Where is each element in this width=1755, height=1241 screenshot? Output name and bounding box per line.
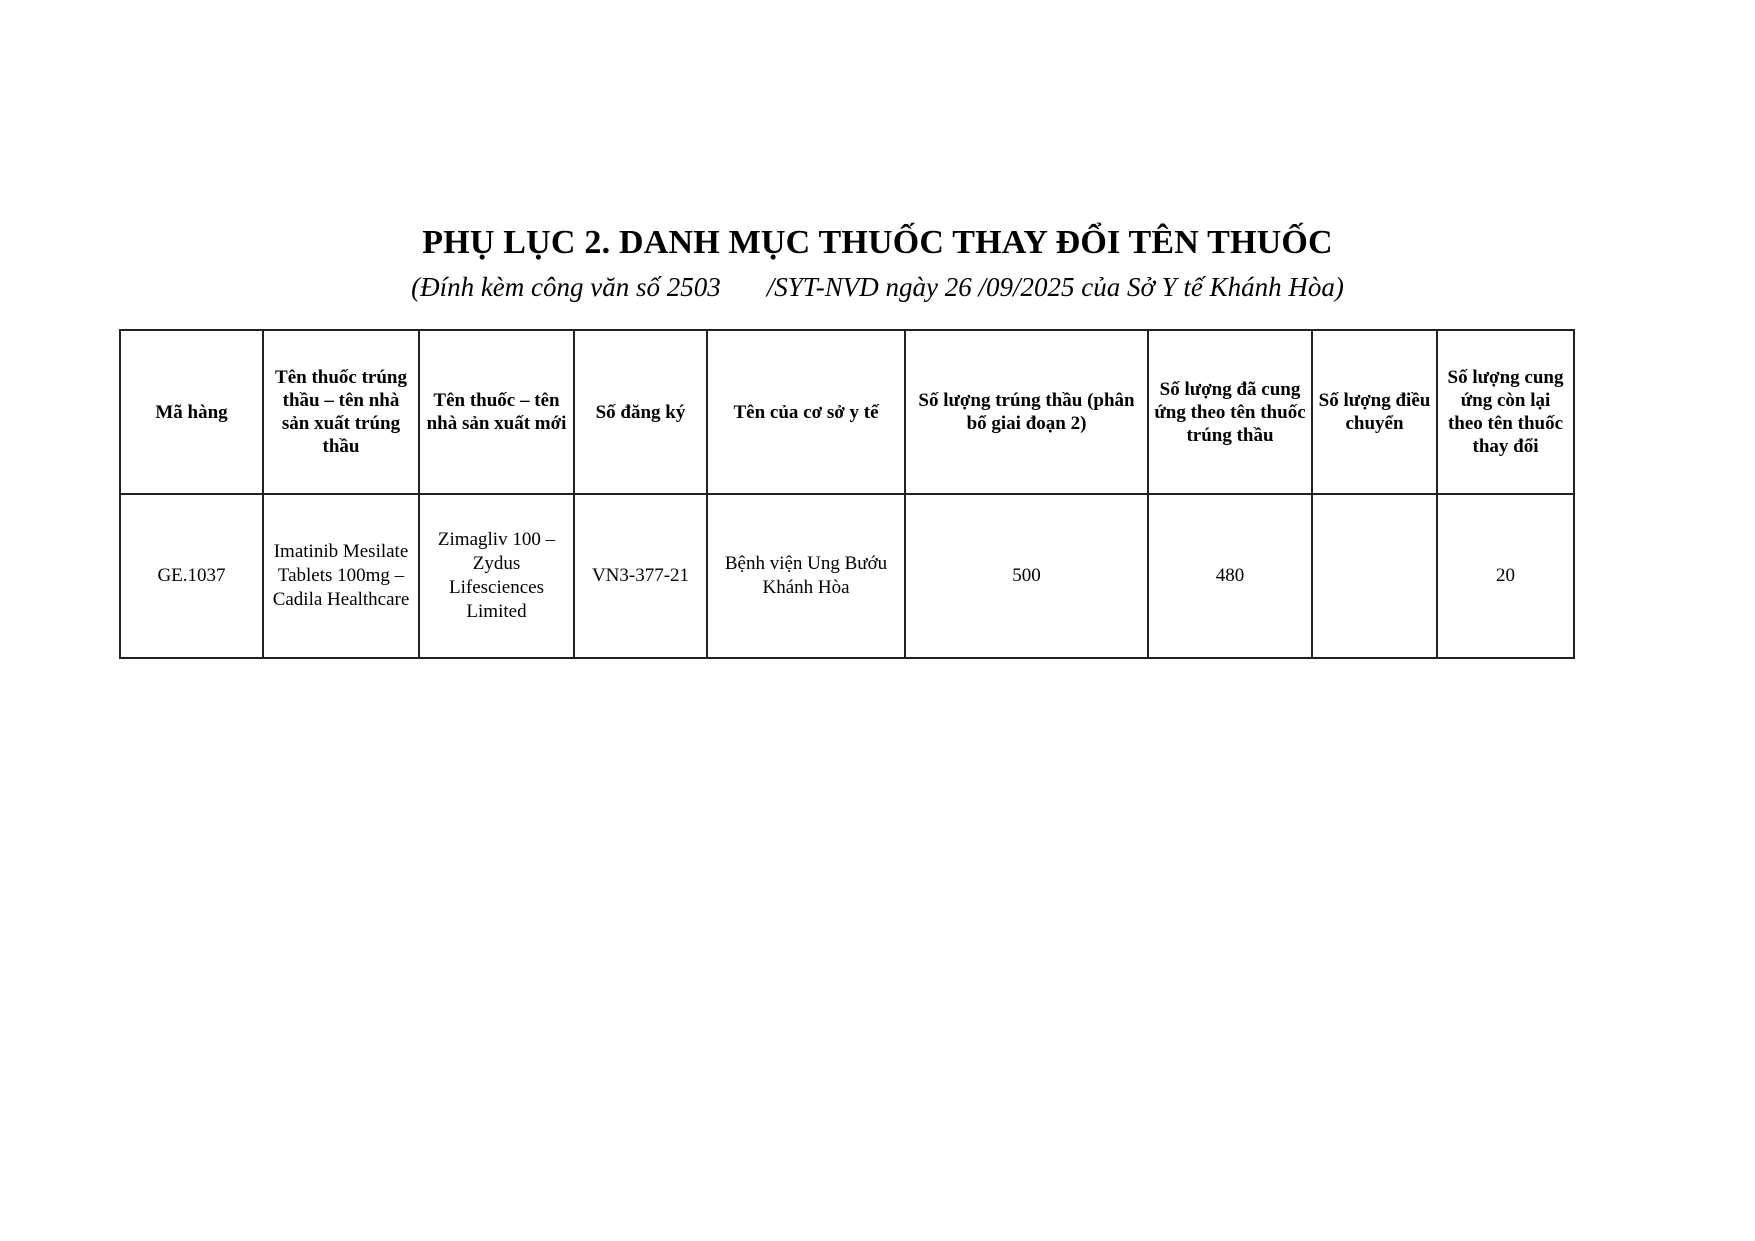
page-title: PHỤ LỤC 2. DANH MỤC THUỐC THAY ĐỔI TÊN THUỐC <box>422 224 1333 261</box>
cell-ten-thuoc-trung-thau: Imatinib Mesilate Tablets 100mg – Cadila Healthcare <box>263 494 419 658</box>
cell-ten-thuoc-moi: Zimagliv 100 – Zydus Lifesciences Limited <box>419 494 574 658</box>
cell-so-luong-con-lai: 20 <box>1437 494 1574 658</box>
header-ten-thuoc-moi: Tên thuốc – tên nhà sản xuất mới <box>419 330 574 494</box>
header-ma-hang: Mã hàng <box>120 330 263 494</box>
header-so-luong-dieu-chuyen: Số lượng điều chuyển <box>1312 330 1437 494</box>
cell-co-so-y-te: Bệnh viện Ung Bướu Khánh Hòa <box>707 494 905 658</box>
header-so-luong-trung-thau: Số lượng trúng thầu (phân bổ giai đoạn 2) <box>905 330 1148 494</box>
subtitle-part-2: /SYT-NVD ngày 26 /09/2025 của Sở Y tế Khánh Hòa) <box>766 272 1344 302</box>
header-so-dang-ky: Số đăng ký <box>574 330 707 494</box>
header-co-so-y-te: Tên của cơ sở y tế <box>707 330 905 494</box>
cell-so-luong-dieu-chuyen <box>1312 494 1437 658</box>
header-so-luong-con-lai: Số lượng cung ứng còn lại theo tên thuốc thay đổi <box>1437 330 1574 494</box>
table-header-row <box>120 330 1574 494</box>
cell-ma-hang: GE.1037 <box>120 494 263 658</box>
page-subtitle <box>0 272 1755 303</box>
header-ten-thuoc-trung-thau: Tên thuốc trúng thầu – tên nhà sản xuất trúng thầu <box>263 330 419 494</box>
table-row <box>120 494 1574 658</box>
cell-so-luong-trung-thau: 500 <box>905 494 1148 658</box>
cell-so-luong-da-cung-ung: 480 <box>1148 494 1312 658</box>
cell-so-dang-ky: VN3-377-21 <box>574 494 707 658</box>
subtitle-part-1: (Đính kèm công văn số 2503 <box>411 272 721 302</box>
header-so-luong-da-cung-ung: Số lượng đã cung ứng theo tên thuốc trúng thầu <box>1148 330 1312 494</box>
drug-change-table <box>119 329 1575 659</box>
